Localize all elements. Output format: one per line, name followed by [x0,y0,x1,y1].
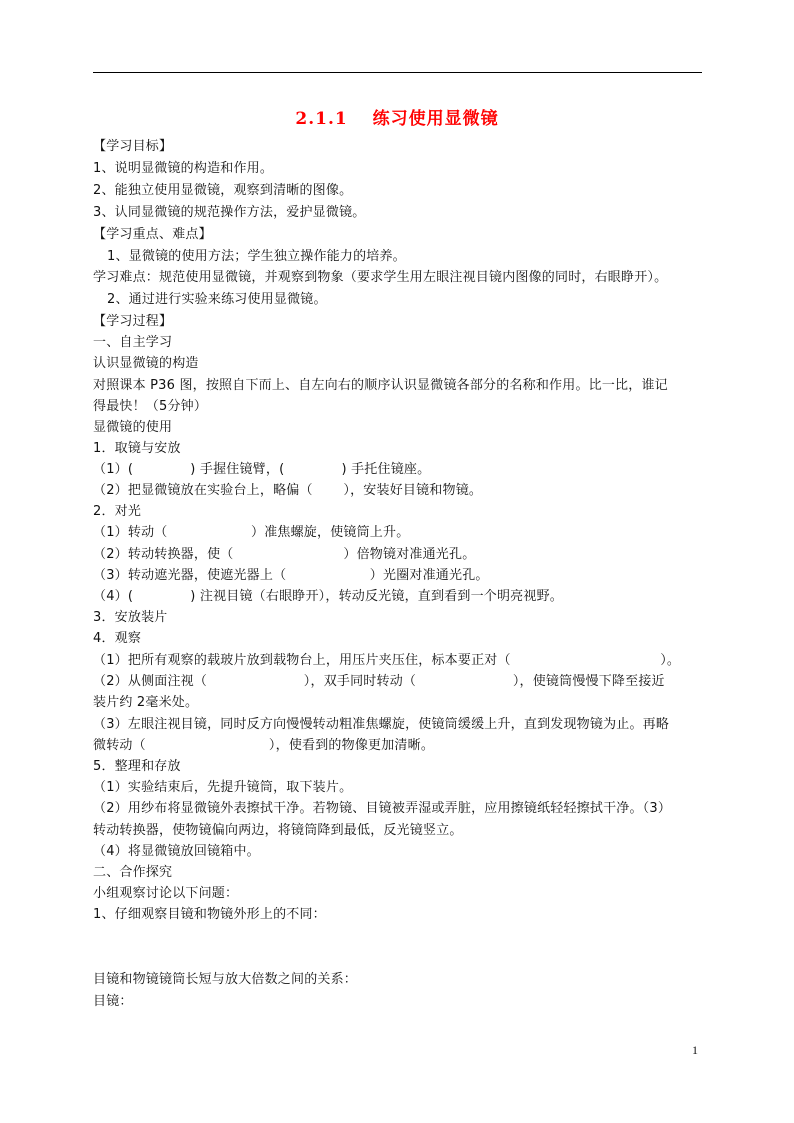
key-point-2: 2、通过进行实验来练习使用显微镜。 [107,292,327,307]
text-line: 显微镜的使用 [93,420,173,435]
objective-2: 2、能独立使用显微镜，观察到清晰的图像。 [93,183,353,198]
page-title: 2.1.1 练习使用显微镜 [295,109,499,129]
page-number: 1 [692,1043,698,1057]
section-heading-key-points: 【学习重点、难点】 [93,227,212,242]
text-line: 装片约 2毫米处。 [93,695,199,710]
subsection-self-study: 一、自主学习 [93,335,173,350]
question-relation: 目镜和物镜镜筒长短与放大倍数之间的关系： [93,972,358,987]
eyepiece-label: 目镜： [93,994,133,1009]
text-line: （4）( ) 注视目镜（右眼睁开），转动反光镜，直到看到一个明亮视野。 [93,589,563,604]
text-line: （3）左眼注视目镜，同时反方向慢慢转动粗准焦螺旋，使镜筒缓缓上升，直到发现物镜为止。再略 [93,717,670,732]
question-1: 1、仔细观察目镜和物镜外形上的不同： [93,907,326,922]
difficulty-line: 学习难点：规范使用显微镜，并观察到物象（要求学生用左眼注视目镜内图像的同时，右眼睁开）。 [93,270,668,285]
text-line: 得最快！（5分钟） [93,399,208,414]
text-line: （1）实验结束后，先提升镜筒，取下装片。 [93,780,353,795]
section-heading-process: 【学习过程】 [93,314,173,329]
text-line: （2）转动转换器，使（ ）倍物镜对准通光孔。 [93,547,476,562]
text-line: 转动转换器，使物镜偏向两边，将镜筒降到最低，反光镜竖立。 [93,823,463,838]
text-line: （1）转动（ ）准焦螺旋，使镜筒上升。 [93,525,410,540]
objective-1: 1、说明显微镜的构造和作用。 [93,161,274,176]
text-line: （2）从侧面注视（ ），双手同时转动（ ），使镜筒慢慢下降至接近 [93,674,665,689]
text-line: （2）用纱布将显微镜外表擦拭干净。若物镜、目镜被弄湿或弄脏，应用擦镜纸轻轻擦拭干净。（3） [93,801,672,816]
text-line: （1）把所有观察的载玻片放到载物台上，用压片夹压住，标本要正对（ ）。 [93,653,681,668]
section-heading-objectives: 【学习目标】 [93,139,173,154]
header-rule [93,72,702,73]
key-point-1: 1、显微镜的使用方法；学生独立操作能力的培养。 [107,249,406,264]
step-heading: 4．观察 [93,631,142,646]
step-heading: 2．对光 [93,504,142,519]
step-heading: 5．整理和存放 [93,759,181,774]
text-line: 认识显微镜的构造 [93,356,199,371]
text-line: （1）( ) 手握住镜臂，( ) 手托住镜座。 [93,462,431,477]
objective-3: 3、认同显微镜的规范操作方法，爱护显微镜。 [93,205,366,220]
subsection-cooperative: 二、合作探究 [93,865,173,880]
step-heading: 1．取镜与安放 [93,441,181,456]
text-line: 微转动（ ），使看到的物像更加清晰。 [93,738,435,753]
step-heading: 3．安放装片 [93,610,168,625]
text-line: （4）将显微镜放回镜箱中。 [93,844,260,859]
text-line: （3）转动遮光器，使遮光器上（ ）光圈对准通光孔。 [93,568,489,583]
text-line: 对照课本 P36 图，按照自下而上、自左向右的顺序认识显微镜各部分的名称和作用。比一比，谁记 [93,378,668,393]
text-line: （2）把显微镜放在实验台上，略偏（ ），安装好目镜和物镜。 [93,483,483,498]
text-line: 小组观察讨论以下问题： [93,886,239,901]
